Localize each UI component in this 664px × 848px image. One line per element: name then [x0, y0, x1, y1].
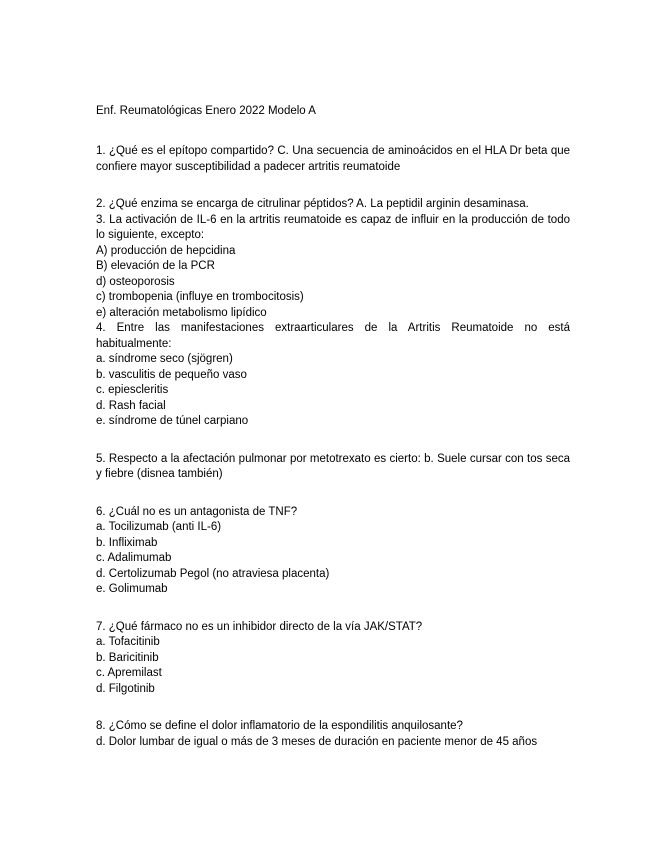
question-3-option: e) alteración metabolismo lipídico [96, 306, 267, 319]
question-3-stem: 3. La activación de IL-6 en la artritis reumatoide es capaz de influir en la producción de todo lo siguiente, excepto: [96, 213, 570, 241]
question-6 [96, 505, 570, 598]
question-5-text: 5. Respecto a la afectación pulmonar por metotrexato es cierto: b. Suele cursar con tos seca y fiebre (disnea también) [96, 452, 570, 480]
question-2-text: 2. ¿Qué enzima se encarga de citrulinar péptidos? A. La peptidil arginin desaminasa. [96, 198, 529, 210]
question-4-option: d. Rash facial [96, 399, 166, 412]
question-7-option: c. Apremilast [96, 667, 162, 679]
question-7-option: a. Tofacitinib [96, 636, 160, 648]
document-page [96, 104, 570, 750]
question-2 [96, 197, 570, 213]
question-7-stem: 7. ¿Qué fármaco no es un inhibidor directo de la vía JAK/STAT? [96, 620, 423, 633]
question-3-option: A) producción de hepcidina [96, 244, 236, 257]
question-6-stem: 6. ¿Cuál no es un antagonista de TNF? [96, 505, 298, 518]
question-5 [96, 452, 570, 483]
question-7-option: b. Baricitinib [96, 651, 159, 664]
question-4 [96, 321, 570, 430]
question-7-option: d. Filgotinib [96, 682, 155, 695]
question-8-stem: 8. ¿Cómo se define el dolor inflamatorio de la espondilitis anquilosante? [96, 720, 463, 732]
question-4-option: b. vasculitis de pequeño vaso [96, 368, 247, 381]
question-6-option: d. Certolizumab Pegol (no atraviesa placenta) [96, 567, 330, 580]
question-6-option: e. Golimumab [96, 583, 168, 595]
question-7 [96, 620, 570, 698]
question-1-text: 1. ¿Qué es el epítopo compartido? C. Una secuencia de aminoácidos en el HLA Dr beta que confiere mayor susceptibilidad a padecer artritis reumatoide [96, 145, 570, 173]
question-8-answer: d. Dolor lumbar de igual o más de 3 meses de duración en paciente menor de 45 años [96, 735, 538, 748]
question-3-option: c) trombopenia (influye en trombocitosis) [96, 291, 304, 303]
question-4-stem: 4. Entre las manifestaciones extraarticulares de la Artritis Reumatoide no está habitualmente: [96, 322, 570, 350]
question-4-option: e. síndrome de túnel carpiano [96, 415, 249, 427]
document-title: Enf. Reumatológicas Enero 2022 Modelo A [96, 105, 316, 117]
question-3-option: d) osteoporosis [96, 275, 175, 288]
question-4-option: a. síndrome seco (sjögren) [96, 353, 233, 365]
question-6-option: a. Tocilizumab (anti IL-6) [96, 521, 222, 533]
question-6-option: c. Adalimumab [96, 552, 172, 564]
question-3-option: B) elevación de la PCR [96, 260, 215, 272]
question-4-option: c. epiescleritis [96, 384, 169, 396]
question-1 [96, 144, 570, 175]
question-8 [96, 719, 570, 750]
question-6-option: b. Infliximab [96, 536, 158, 549]
question-3 [96, 213, 570, 322]
